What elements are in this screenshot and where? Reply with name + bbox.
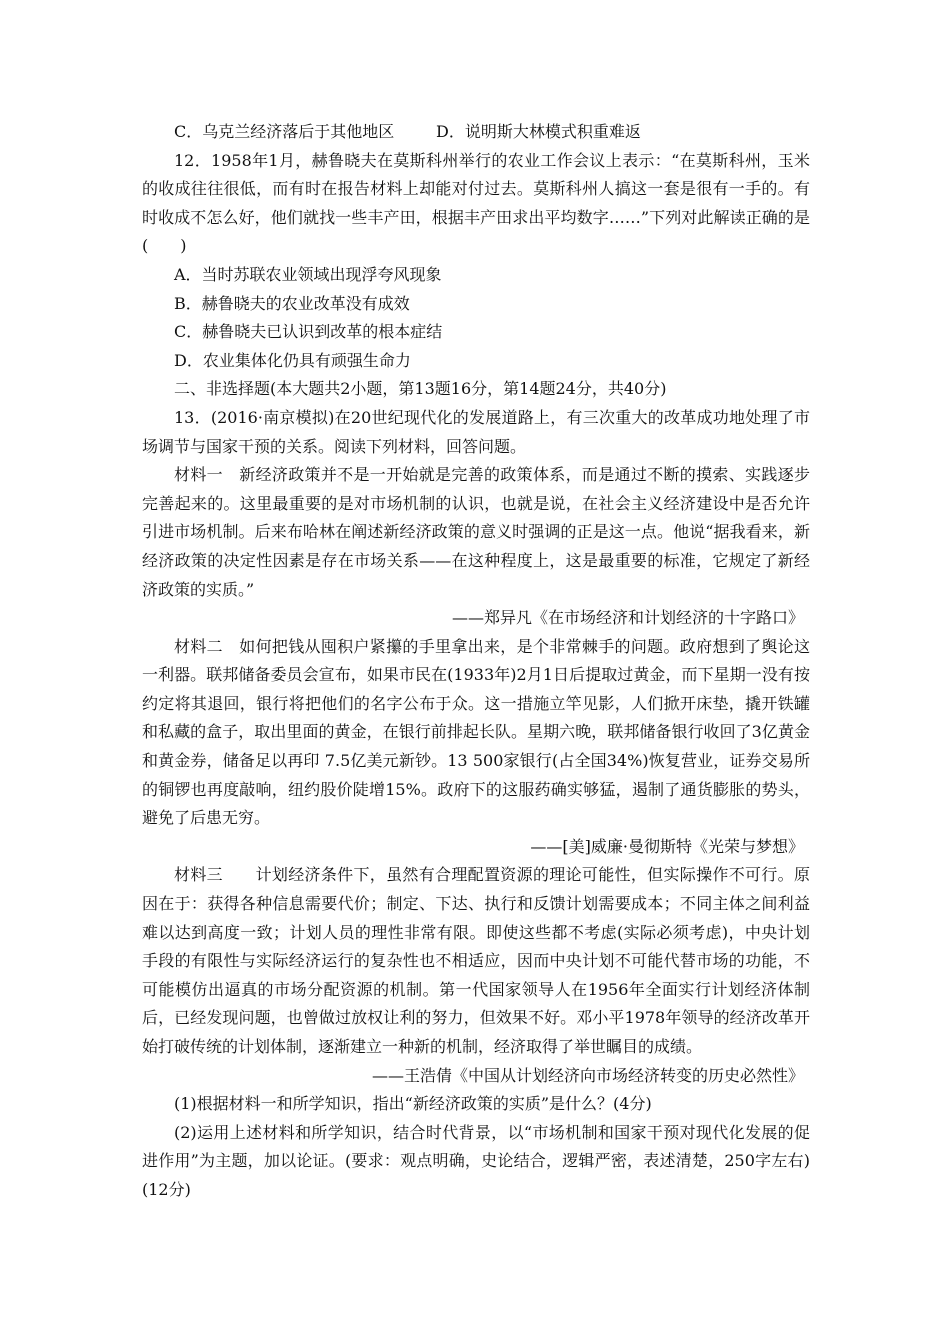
q12-option-c: C．赫鲁晓夫已认识到改革的根本症结: [174, 322, 443, 342]
q12-option-a: A．当时苏联农业领域出现浮夸风现象: [174, 264, 442, 284]
q13-sub-question-2: (2)运用上述材料和所学知识，结合时代背景，以“市场机制和国家干预对现代化发展的促进作用”为主题，加以论证。(要求：观点明确，史论结合，逻辑严密，表述清楚，250字左右)(12分): [142, 1122, 810, 1199]
q11-options-row: [142, 118, 810, 147]
q12-option-b: B．赫鲁晓夫的农业改革没有成效: [174, 293, 410, 313]
q11-option-d: D．说明斯大林模式积重难返: [436, 122, 641, 141]
document-page: [142, 118, 810, 1205]
material-two-text: 材料二 如何把钱从囤积户紧攥的手里拿出来，是个非常棘手的问题。政府想到了舆论这一利器。联邦储备委员会宣布，如果市民在(1933年)2月1日后提取过黄金，而下星期一没有按约定将其退回，银行将把他们的名字公布于众。这一措施立竿见影，人们掀开床垫，撬开铁罐和私藏的盒子，取出里面的黄金，在银行前排起长队。星期六晚，联邦储备银行收回了3亿黄金和黄金券，储备足以再印 7.5亿美元新钞。13 500家银行(占全国34%)恢复营业，证券交易所的铜锣也再度敲响，纽约股价陡增15%。政府下的这服药确实够猛，遏制了通货膨胀的势头，避免了后患无穷。: [142, 636, 810, 828]
q11-option-c: C．乌克兰经济落后于其他地区: [174, 122, 395, 141]
material-two-source: ——[美]威廉·曼彻斯特《光荣与梦想》: [530, 836, 804, 856]
q12-stem: 12．1958年1月，赫鲁晓夫在莫斯科州举行的农业工作会议上表示：“在莫斯科州，玉米的收成往往很低，而有时在报告材料上却能对付过去。莫斯科州人搞这一套是很有一手的。有时收成不怎么好，他们就找一些丰产田，根据丰产田求出平均数字……”下列对此解读正确的是( ): [142, 150, 810, 256]
q13-sub-question-1: (1)根据材料一和所学知识，指出“新经济政策的实质”是什么？(4分): [174, 1094, 652, 1114]
material-three-text: 材料三 计划经济条件下，虽然有合理配置资源的理论可能性，但实际操作不可行。原因在于：获得各种信息需要代价；制定、下达、执行和反馈计划需要成本；不同主体之间利益难以达到高度一致；计划人员的理性非常有限。即使这些都不考虑(实际必须考虑)，中央计划手段的有限性与实际经济运行的复杂性也不相适应，因而中央计划不可能代替市场的功能，不可能模仿出逼真的市场分配资源的机制。第一代国家领导人在1956年全面实行计划经济体制后，已经发现问题，也曾做过放权让利的努力，但效果不好。邓小平1978年领导的经济改革开始打破传统的计划体制，逐渐建立一种新的机制，经济取得了举世瞩目的成绩。: [142, 865, 810, 1056]
section-two-heading: 二、非选择题(本大题共2小题，第13题16分，第14题24分，共40分): [174, 379, 667, 399]
material-one-text: 材料一 新经济政策并不是一开始就是完善的政策体系，而是通过不断的摸索、实践逐步完善起来的。这里最重要的是对市场机制的认识，也就是说，在社会主义经济建设中是否允许引进市场机制。后来布哈林在阐述新经济政策的意义时强调的正是这一点。他说“据我看来，新经济政策的决定性因素是存在市场关系——在这种程度上，这是最重要的标准，它规定了新经济政策的实质。”: [142, 465, 810, 599]
q12-option-d: D．农业集体化仍具有顽强生命力: [174, 350, 411, 370]
material-one-source: ——郑异凡《在市场经济和计划经济的十字路口》: [451, 608, 804, 628]
q13-stem: 13．(2016·南京模拟)在20世纪现代化的发展道路上，有三次重大的改革成功地处理了市场调节与国家干预的关系。阅读下列材料，回答问题。: [142, 407, 810, 456]
material-three-source: ——王浩倩《中国从计划经济向市场经济转变的历史必然性》: [371, 1065, 804, 1085]
